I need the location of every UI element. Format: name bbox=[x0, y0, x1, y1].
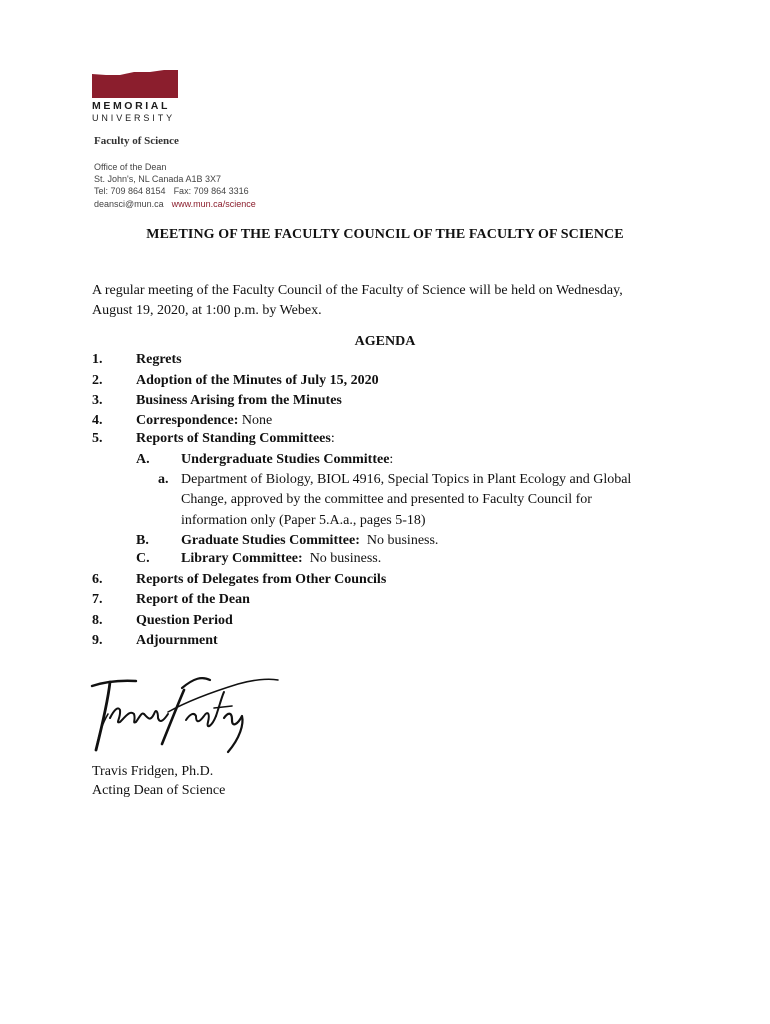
logo-wordmark-memorial: MEMORIAL bbox=[92, 100, 170, 112]
announcement-line-2: August 19, 2020, at 1:00 p.m. by Webex. bbox=[92, 302, 322, 318]
subitem-text bbox=[181, 533, 438, 549]
agenda-item-number: 3. bbox=[92, 393, 103, 408]
agenda-item-label: Business Arising from the Minutes bbox=[136, 393, 342, 408]
signature-image bbox=[88, 668, 280, 758]
agenda-item-label: Regrets bbox=[136, 352, 182, 367]
document-title: MEETING OF THE FACULTY COUNCIL OF THE FACULTY OF SCIENCE bbox=[146, 227, 624, 242]
agenda-item-text bbox=[136, 431, 335, 447]
memorial-university-logo bbox=[90, 68, 180, 126]
address-line: St. John's, NL Canada A1B 3X7 bbox=[94, 174, 221, 185]
agenda-item-suffix: : bbox=[330, 431, 335, 446]
logo-banner-shape bbox=[90, 68, 180, 100]
phone-line bbox=[94, 185, 256, 197]
agenda-item-number: 2. bbox=[92, 373, 103, 388]
signatory-title: Acting Dean of Science bbox=[92, 782, 226, 798]
subitem-label: Library Committee: bbox=[181, 551, 303, 566]
subitem-suffix: : bbox=[389, 452, 394, 467]
agenda-item-number: 7. bbox=[92, 592, 103, 607]
contact-block bbox=[94, 161, 256, 210]
website-link[interactable]: www.mun.ca/science bbox=[171, 198, 256, 209]
subitem-letter: B. bbox=[136, 533, 149, 548]
agenda-item-number: 1. bbox=[92, 352, 103, 367]
tel-number: Tel: 709 864 8154 bbox=[94, 186, 166, 197]
email-web-line bbox=[94, 198, 256, 210]
signatory-name: Travis Fridgen, Ph.D. bbox=[92, 764, 214, 779]
agenda-item-label: Report of the Dean bbox=[136, 592, 250, 607]
subsubitem-line-1: Department of Biology, BIOL 4916, Special Topics in Plant Ecology and Global bbox=[181, 472, 632, 487]
agenda-item-label: Correspondence: bbox=[136, 413, 239, 428]
agenda-item-number: 4. bbox=[92, 413, 103, 428]
agenda-item-number: 6. bbox=[92, 572, 103, 587]
subitem-letter: A. bbox=[136, 452, 150, 467]
meeting-announcement bbox=[92, 281, 692, 320]
office-line: Office of the Dean bbox=[94, 162, 167, 172]
subitem-letter: C. bbox=[136, 551, 150, 566]
fax-number: Fax: 709 864 3316 bbox=[173, 186, 249, 197]
agenda-item-label: Reports of Standing Committees bbox=[136, 431, 331, 446]
announcement-line-1: A regular meeting of the Faculty Council of the Faculty of Science will be held on Wednesday, bbox=[92, 283, 623, 298]
agenda-item-label: Adoption of the Minutes of July 15, 2020 bbox=[136, 373, 379, 388]
faculty-name: Faculty of Science bbox=[94, 135, 179, 147]
agenda-heading: AGENDA bbox=[354, 334, 416, 349]
agenda-item-number: 8. bbox=[92, 613, 103, 628]
agenda-item-text bbox=[136, 413, 272, 429]
logo-wordmark-university: UNIVERSITY bbox=[92, 113, 176, 123]
agenda-item-label: Question Period bbox=[136, 613, 233, 628]
agenda-item-number: 9. bbox=[92, 633, 103, 648]
signatory-block bbox=[92, 763, 225, 800]
subitem-label: Undergraduate Studies Committee bbox=[181, 452, 390, 467]
handwritten-signature bbox=[88, 668, 280, 758]
agenda-item-label: Reports of Delegates from Other Councils bbox=[136, 572, 387, 587]
subitem-label: Graduate Studies Committee: bbox=[181, 533, 360, 548]
subsubitem-line-3: information only (Paper 5.A.a., pages 5-18) bbox=[181, 513, 426, 528]
agenda-item-number: 5. bbox=[92, 431, 103, 446]
subitem-detail: No business. bbox=[359, 533, 439, 548]
subitem-detail: No business. bbox=[302, 551, 382, 566]
subitem-text bbox=[181, 452, 393, 468]
agenda-item-detail: None bbox=[238, 413, 273, 428]
subsubitem-letter: a. bbox=[158, 472, 169, 487]
email-address[interactable]: deansci@mun.ca bbox=[94, 198, 164, 209]
subitem-text bbox=[181, 551, 381, 567]
subsubitem-line-2: Change, approved by the committee and presented to Faculty Council for bbox=[181, 492, 592, 507]
agenda-item-label: Adjournment bbox=[136, 633, 218, 648]
